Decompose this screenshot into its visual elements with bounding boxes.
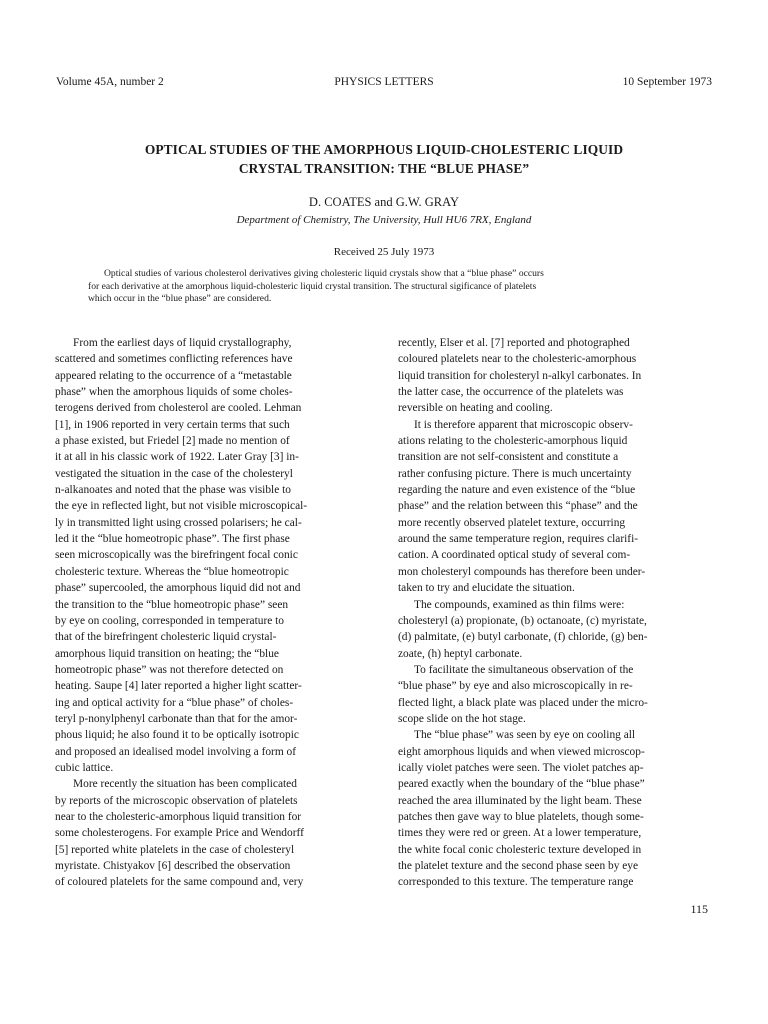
text-line: times they were red or green. At a lower temperature,: [398, 827, 642, 840]
text-line: cholesteryl (a) propionate, (b) octanoate, (c) myristate,: [398, 614, 647, 627]
text-line: The “blue phase” was seen by eye on cooling all: [414, 729, 636, 742]
text-line: by reports of the microscopic observation of platelets: [55, 794, 298, 807]
text-line: To facilitate the simultaneous observation of the: [414, 663, 634, 676]
text-line: phase” and the relation between this “phase” and the: [398, 500, 638, 513]
issue-date: 10 September 1973: [622, 76, 712, 88]
text-line: “blue phase” by eye and also microscopically in re-: [398, 680, 633, 693]
volume-info: Volume 45A, number 2: [56, 76, 164, 88]
text-line: terogens derived from cholesterol are cooled. Lehman: [55, 402, 302, 415]
abstract-line: which occur in the “blue phase” are considered.: [88, 293, 272, 305]
text-line: flected light, a black plate was placed under the micro-: [398, 696, 648, 709]
abstract: [88, 268, 680, 306]
text-line: near to the cholesteric-amorphous liquid transition for: [55, 810, 302, 823]
text-line: amorphous liquid transition on heating; the “blue: [55, 647, 279, 660]
text-line: transition are not self-consistent and constitute a: [398, 451, 619, 464]
text-line: The compounds, examined as thin films were:: [414, 598, 625, 611]
text-line: peared exactly when the boundary of the “blue phase”: [398, 778, 645, 791]
text-line: mon cholesteryl compounds has therefore been under-: [398, 565, 646, 578]
text-line: the white focal conic cholesteric texture developed in: [398, 843, 642, 856]
text-line: phase” when the amorphous liquids of some choles-: [55, 386, 293, 399]
text-line: ly in transmitted light using crossed polarisers; he cal-: [55, 516, 302, 529]
text-line: that of the birefringent cholesteric liquid crystal-: [55, 631, 277, 644]
received-date: Received 25 July 1973: [333, 246, 435, 258]
authors: D. COATES and G.W. GRAY: [308, 195, 460, 209]
text-line: appeared relating to the occurrence of a “metastable: [55, 369, 292, 382]
text-line: corresponded to this texture. The temperature range: [398, 876, 634, 889]
text-line: ically violet patches were seen. The violet patches ap-: [398, 761, 644, 774]
text-line: liquid transition for cholesteryl n-alkyl carbonates. In: [398, 369, 642, 382]
text-line: n-alkanoates and noted that the phase was visible to: [55, 484, 291, 497]
text-line: phous liquid; he also found it to be optically isotropic: [55, 729, 299, 742]
text-line: a phase existed, but Friedel [2] made no mention of: [55, 435, 290, 448]
text-line: zoate, (h) heptyl carbonate.: [398, 647, 523, 660]
text-line: coloured platelets near to the cholesteric-amorphous: [398, 353, 637, 366]
text-line: patches then gave way to blue platelets, though some-: [398, 810, 644, 823]
text-line: [1], in 1906 reported in very certain terms that such: [55, 418, 290, 431]
text-line: scattered and sometimes conflicting references have: [55, 353, 293, 366]
running-header: [56, 76, 712, 92]
text-line: [5] reported white platelets in the case of cholesteryl: [55, 843, 295, 856]
text-line: ations relating to the cholesteric-amorphous liquid: [398, 435, 628, 448]
text-line: led it the “blue homeotropic phase”. The first phase: [55, 533, 290, 546]
text-line: cation. A coordinated optical study of several com-: [398, 549, 631, 562]
text-line: the transition to the “blue homeotropic phase” seen: [55, 598, 289, 611]
text-line: regarding the nature and even existence of the “blue: [398, 484, 636, 497]
text-line: eight amorphous liquids and when viewed microscop-: [398, 745, 645, 758]
text-line: ing and optical activity for a “blue phase” of choles-: [55, 696, 294, 709]
text-line: it at all in his classic work of 1922. Later Gray [3] in-: [55, 451, 299, 464]
journal-name: PHYSICS LETTERS: [334, 76, 434, 88]
text-line: (d) palmitate, (e) butyl carbonate, (f) chloride, (g) ben-: [398, 631, 648, 644]
text-line: reversible on heating and cooling.: [398, 402, 553, 415]
text-line: rather confusing picture. There is much uncertainty: [398, 467, 632, 480]
text-line: vestigated the situation in the case of the cholesteryl: [55, 467, 293, 480]
text-line: by eye on cooling, corresponded in temperature to: [55, 614, 285, 627]
text-line: and proposed an idealised model involving a form of: [55, 745, 297, 758]
text-line: It is therefore apparent that microscopic observ-: [414, 418, 633, 431]
page-number: 115: [690, 902, 708, 916]
text-line: of coloured platelets for the same compound and, very: [55, 876, 304, 889]
title-line: CRYSTAL TRANSITION: THE “BLUE PHASE”: [238, 161, 530, 176]
abstract-line: for each derivative at the amorphous liquid-cholesteric liquid crystal transition. The structural sigificance of platelets: [88, 280, 537, 292]
text-line: homeotropic phase” was not therefore detected on: [55, 663, 284, 676]
text-line: the latter case, the occurrence of the platelets was: [398, 386, 624, 399]
text-line: the platelet texture and the second phase seen by eye: [398, 860, 639, 872]
text-line: phase” supercooled, the amorphous liquid did not and: [55, 582, 301, 595]
text-line: reached the area illuminated by the light beam. These: [398, 794, 642, 807]
text-line: taken to try and elucidate the situation.: [398, 582, 575, 595]
text-line: around the same temperature region, requires clarifi-: [398, 533, 639, 546]
text-line: scope slide on the hot stage.: [398, 712, 526, 725]
text-line: the eye in reflected light, but not visible microscopical-: [55, 500, 308, 513]
left-column: [55, 335, 375, 891]
text-line: teryl p-nonylphenyl carbonate than that for the amor-: [55, 712, 298, 725]
text-line: cubic lattice.: [55, 761, 114, 774]
text-line: some cholesterogens. For example Price and Wendorff: [55, 827, 304, 840]
text-line: More recently the situation has been complicated: [73, 778, 297, 791]
text-line: heating. Saupe [4] later reported a higher light scatter-: [55, 680, 302, 693]
text-line: myristate. Chistyakov [6] described the observation: [55, 860, 291, 872]
text-line: recently, Elser et al. [7] reported and photographed: [398, 337, 630, 349]
text-line: more recently observed platelet texture, occurring: [398, 516, 626, 529]
title-line: OPTICAL STUDIES OF THE AMORPHOUS LIQUID-CHOLESTERIC LIQUID: [144, 142, 624, 157]
article-title: [90, 140, 678, 178]
text-line: seen microscopically was the birefringent focal conic: [55, 549, 298, 562]
right-column: [398, 335, 718, 891]
abstract-line: Optical studies of various cholesterol derivatives giving cholesteric liquid crystals show that a “blue phase” occurs: [104, 268, 544, 279]
affiliation: Department of Chemistry, The University, Hull HU6 7RX, England: [236, 214, 532, 226]
text-line: From the earliest days of liquid crystallography,: [73, 337, 292, 349]
text-line: cholesteric texture. Whereas the “blue homeotropic: [55, 565, 289, 578]
